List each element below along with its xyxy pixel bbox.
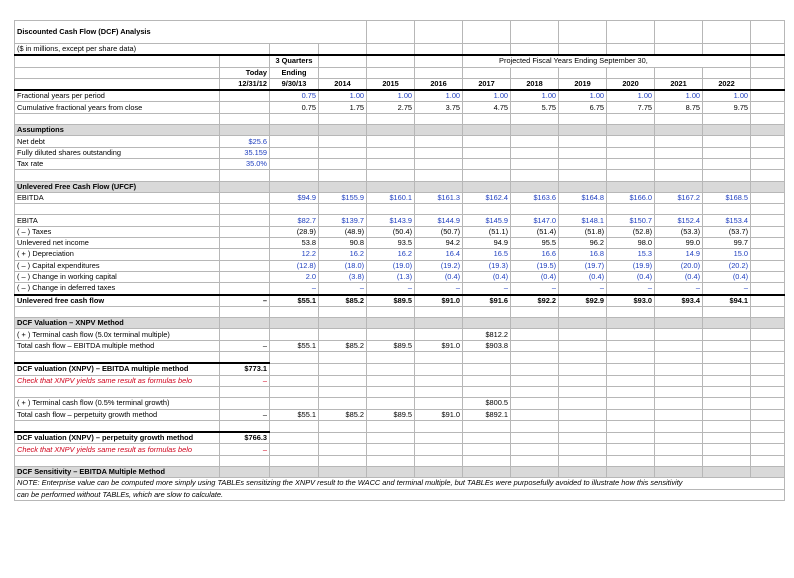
row-label[interactable]: Total cash flow – perpetuity growth method [15,409,220,420]
cell[interactable]: $144.9 [415,215,463,226]
shares-value[interactable]: 35.159 [220,147,270,158]
row-label[interactable]: ( + ) Depreciation [15,249,220,260]
cell[interactable]: 94.9 [463,238,511,249]
cell[interactable]: (20.0) [655,260,703,271]
cell[interactable]: (51.4) [511,226,559,237]
year-header[interactable]: 2019 [559,78,607,90]
cell[interactable]: 0.75 [270,102,319,113]
row-label[interactable]: Tax rate [15,158,220,169]
cell[interactable]: 90.8 [319,238,367,249]
net-debt-value[interactable]: $25.6 [220,136,270,147]
ufcf-total-row [15,295,785,307]
cell[interactable]: 1.00 [463,90,511,102]
row-label[interactable]: ( – ) Capital expenditures [15,260,220,271]
tv-multiple-row [15,329,785,340]
year-header[interactable]: 2014 [319,78,367,90]
row-label[interactable]: Net debt [15,136,220,147]
cell[interactable]: 1.00 [655,90,703,102]
cell[interactable]: (0.4) [655,271,703,282]
cell[interactable]: $168.5 [703,192,751,203]
cell[interactable]: 95.5 [511,238,559,249]
year-header[interactable]: 2016 [415,78,463,90]
cell[interactable]: $148.1 [559,215,607,226]
check-value[interactable]: – [220,444,270,455]
spreadsheet [2,20,792,576]
note-line[interactable]: can be performed without TABLEs, which are slow to calculate. [15,489,785,500]
year-header[interactable]: 2022 [703,78,751,90]
cell[interactable]: – [270,283,319,295]
valuation-multiple-value[interactable]: $773.1 [220,363,270,375]
row-label[interactable]: ( + ) Terminal cash flow (5.0x terminal multiple) [15,329,220,340]
cell[interactable]: 14.9 [655,249,703,260]
cell[interactable]: $93.4 [655,295,703,307]
year-header[interactable]: 2018 [511,78,559,90]
cell[interactable]: $162.4 [463,192,511,203]
cell[interactable]: – [220,409,270,420]
cell[interactable]: $160.1 [367,192,415,203]
cell[interactable]: (3.8) [319,271,367,282]
quarters-header-2[interactable]: Ending [270,67,319,78]
cell[interactable]: 7.75 [607,102,655,113]
cell[interactable]: – [511,283,559,295]
net-debt-row [15,136,785,147]
cell[interactable]: (19.7) [559,260,607,271]
cell[interactable]: 99.7 [703,238,751,249]
cell[interactable]: (0.4) [463,271,511,282]
blank-row [15,455,785,466]
check-value[interactable]: – [220,375,270,386]
valuation-growth-row [15,432,785,444]
today-header[interactable]: Today [220,67,270,78]
header-row-1 [15,55,785,67]
working-capital-row [15,271,785,282]
cell[interactable]: – [367,283,415,295]
cell[interactable]: 1.00 [415,90,463,102]
cell[interactable]: $92.9 [559,295,607,307]
ebita-row [15,215,785,226]
cell[interactable]: $167.2 [655,192,703,203]
blank-row [15,204,785,215]
cell[interactable]: $55.1 [270,409,319,420]
blank-row [15,306,785,317]
cell[interactable]: 0.75 [270,90,319,102]
year-header[interactable]: 2015 [367,78,415,90]
year-header[interactable]: 2021 [655,78,703,90]
tax-value[interactable]: 35.0% [220,158,270,169]
cell[interactable]: (19.3) [463,260,511,271]
cell[interactable]: 16.6 [511,249,559,260]
cell[interactable]: $89.5 [367,409,415,420]
cell[interactable]: (50.4) [367,226,415,237]
fractional-row [15,90,785,102]
row-label[interactable]: DCF valuation (XNPV) – perpetuity growth method [15,432,220,444]
row-label[interactable]: EBITDA [15,192,220,203]
assumptions-header-row [15,125,785,136]
title-row [15,21,785,44]
shares-row [15,147,785,158]
total-growth-row [15,409,785,420]
cell[interactable]: (48.9) [319,226,367,237]
cell[interactable]: 2.75 [367,102,415,113]
cell[interactable]: 16.2 [319,249,367,260]
cell[interactable]: $91.0 [415,340,463,351]
cell[interactable]: (28.9) [270,226,319,237]
deferred-taxes-row [15,283,785,295]
cell[interactable]: $139.7 [319,215,367,226]
cell[interactable]: (19.9) [607,260,655,271]
capex-row [15,260,785,271]
cell[interactable]: 16.4 [415,249,463,260]
cell[interactable]: – [463,283,511,295]
cell[interactable]: $55.1 [270,295,319,307]
check-row [15,444,785,455]
blank-row [15,386,785,397]
cell[interactable]: 1.00 [511,90,559,102]
cell[interactable]: $145.9 [463,215,511,226]
cell[interactable]: $161.3 [415,192,463,203]
tax-row [15,158,785,169]
blank-row [15,113,785,124]
cell[interactable]: (52.8) [607,226,655,237]
cell[interactable]: 1.00 [559,90,607,102]
cell[interactable]: 94.2 [415,238,463,249]
cell[interactable]: $152.4 [655,215,703,226]
row-label[interactable]: DCF valuation (XNPV) – EBITDA multiple method [15,363,220,375]
cell[interactable]: – [319,283,367,295]
row-label[interactable]: Unlevered free cash flow [15,295,220,307]
section-header[interactable]: Unlevered Free Cash Flow (UFCF) [15,181,220,192]
cell[interactable]: $94.9 [270,192,319,203]
depreciation-row [15,249,785,260]
quarters-header-1[interactable]: 3 Quarters [270,55,319,67]
cell[interactable]: (12.8) [270,260,319,271]
cell[interactable]: $166.0 [607,192,655,203]
cell[interactable]: 15.3 [607,249,655,260]
check-label[interactable]: Check that XNPV yields same result as formulas belo [15,375,220,386]
cell[interactable]: $903.8 [463,340,511,351]
cell[interactable]: (19.0) [367,260,415,271]
header-row-3 [15,78,785,90]
cell[interactable]: $147.0 [511,215,559,226]
taxes-row [15,226,785,237]
row-label[interactable]: Fractional years per period [15,90,220,102]
cell[interactable]: 3.75 [415,102,463,113]
cell[interactable]: $91.0 [415,409,463,420]
blank-row [15,352,785,364]
cell[interactable]: (0.4) [607,271,655,282]
cell[interactable]: 12.2 [270,249,319,260]
total-multiple-row [15,340,785,351]
cell[interactable]: $85.2 [319,340,367,351]
cell[interactable]: 4.75 [463,102,511,113]
cell[interactable]: 16.8 [559,249,607,260]
cell[interactable]: $82.7 [270,215,319,226]
today-date[interactable]: 12/31/12 [220,78,270,90]
cell[interactable]: 6.75 [559,102,607,113]
cell[interactable]: 96.2 [559,238,607,249]
cell[interactable]: 5.75 [511,102,559,113]
blank-row [15,170,785,181]
section-header[interactable]: DCF Valuation – XNPV Method [15,318,220,329]
sensitivity-header-row [15,466,785,477]
cell[interactable]: 2.0 [270,271,319,282]
projected-header[interactable]: Projected Fiscal Years Ending September 30, [463,55,751,67]
cell[interactable]: (0.4) [559,271,607,282]
note-row [15,489,785,500]
cell[interactable]: 16.2 [367,249,415,260]
cell[interactable]: $92.2 [511,295,559,307]
row-label[interactable]: ( – ) Change in deferred taxes [15,283,220,295]
row-label[interactable]: Cumulative fractional years from close [15,102,220,113]
cell[interactable]: – [220,295,270,307]
ebitda-row [15,192,785,203]
cell[interactable]: (0.4) [511,271,559,282]
cumulative-row [15,102,785,113]
row-label[interactable]: EBITA [15,215,220,226]
note-line[interactable]: NOTE: Enterprise value can be computed more simply using TABLEs sensitizing the XNPV result to the WACC and terminal multiple, but TABLEs were purposefully avoided to illustrate how this sensitivity [15,478,785,489]
cell[interactable]: – [607,283,655,295]
dcf-grid [14,20,785,501]
cell[interactable]: $163.6 [511,192,559,203]
cell[interactable]: $89.5 [367,340,415,351]
cell[interactable]: (53.3) [655,226,703,237]
cell[interactable]: 1.75 [319,102,367,113]
cell[interactable]: $164.8 [559,192,607,203]
blank-row [15,420,785,432]
section-header[interactable]: Assumptions [15,125,220,136]
cell[interactable]: 1.00 [319,90,367,102]
row-label[interactable]: ( + ) Terminal cash flow (0.5% terminal growth) [15,398,220,409]
cell[interactable]: (19.5) [511,260,559,271]
cell[interactable]: 15.0 [703,249,751,260]
cell[interactable]: (18.0) [319,260,367,271]
cell[interactable]: (51.1) [463,226,511,237]
ufcf-header-row [15,181,785,192]
cell[interactable]: $155.9 [319,192,367,203]
cell[interactable]: – [703,283,751,295]
subtitle-row [15,44,785,56]
cell[interactable]: $153.4 [703,215,751,226]
cell[interactable]: $85.2 [319,295,367,307]
units-note[interactable]: ($ in millions, except per share data) [15,44,270,56]
cell[interactable]: (19.2) [415,260,463,271]
xnpv-header-row [15,318,785,329]
header-row-2 [15,67,785,78]
cell[interactable]: 1.00 [703,90,751,102]
tv-growth-row [15,398,785,409]
cell[interactable]: $150.7 [607,215,655,226]
cell[interactable]: (53.7) [703,226,751,237]
check-row [15,375,785,386]
row-label[interactable]: Total cash flow – EBITDA multiple method [15,340,220,351]
cell[interactable]: 98.0 [607,238,655,249]
row-label[interactable]: ( – ) Change in working capital [15,271,220,282]
cell[interactable]: $94.1 [703,295,751,307]
cell[interactable]: (51.8) [559,226,607,237]
cell[interactable]: (20.2) [703,260,751,271]
row-label[interactable]: Unlevered net income [15,238,220,249]
unlevered-net-income-row [15,238,785,249]
check-label[interactable]: Check that XNPV yields same result as formulas belo [15,444,220,455]
cell[interactable]: $89.5 [367,295,415,307]
cell[interactable]: 16.5 [463,249,511,260]
row-label[interactable]: Fully diluted shares outstanding [15,147,220,158]
cell[interactable]: (0.4) [703,271,751,282]
page-title[interactable]: Discounted Cash Flow (DCF) Analysis [15,21,367,44]
valuation-multiple-row [15,363,785,375]
cell[interactable]: 1.00 [367,90,415,102]
cell[interactable]: $85.2 [319,409,367,420]
cell[interactable]: 99.0 [655,238,703,249]
cell[interactable]: $800.5 [463,398,511,409]
valuation-growth-value[interactable]: $766.3 [220,432,270,444]
cell[interactable]: 9.75 [703,102,751,113]
cell[interactable]: $892.1 [463,409,511,420]
cell[interactable]: $91.6 [463,295,511,307]
cell[interactable]: (50.7) [415,226,463,237]
cell[interactable]: – [415,283,463,295]
section-header[interactable]: DCF Sensitivity – EBITDA Multiple Method [15,466,220,477]
cell[interactable]: $55.1 [270,340,319,351]
cell[interactable]: – [559,283,607,295]
cell[interactable]: (0.4) [415,271,463,282]
quarters-header-3[interactable]: 9/30/13 [270,78,319,90]
cell[interactable]: $812.2 [463,329,511,340]
cell[interactable]: $93.0 [607,295,655,307]
cell[interactable]: 53.8 [270,238,319,249]
row-label[interactable]: ( – ) Taxes [15,226,220,237]
cell[interactable]: (1.3) [367,271,415,282]
year-header[interactable]: 2020 [607,78,655,90]
cell[interactable]: – [655,283,703,295]
cell[interactable]: 8.75 [655,102,703,113]
cell[interactable]: $91.0 [415,295,463,307]
year-header[interactable]: 2017 [463,78,511,90]
cell[interactable]: 93.5 [367,238,415,249]
cell[interactable]: 1.00 [607,90,655,102]
cell[interactable]: $143.9 [367,215,415,226]
note-row [15,478,785,489]
cell[interactable]: – [220,340,270,351]
